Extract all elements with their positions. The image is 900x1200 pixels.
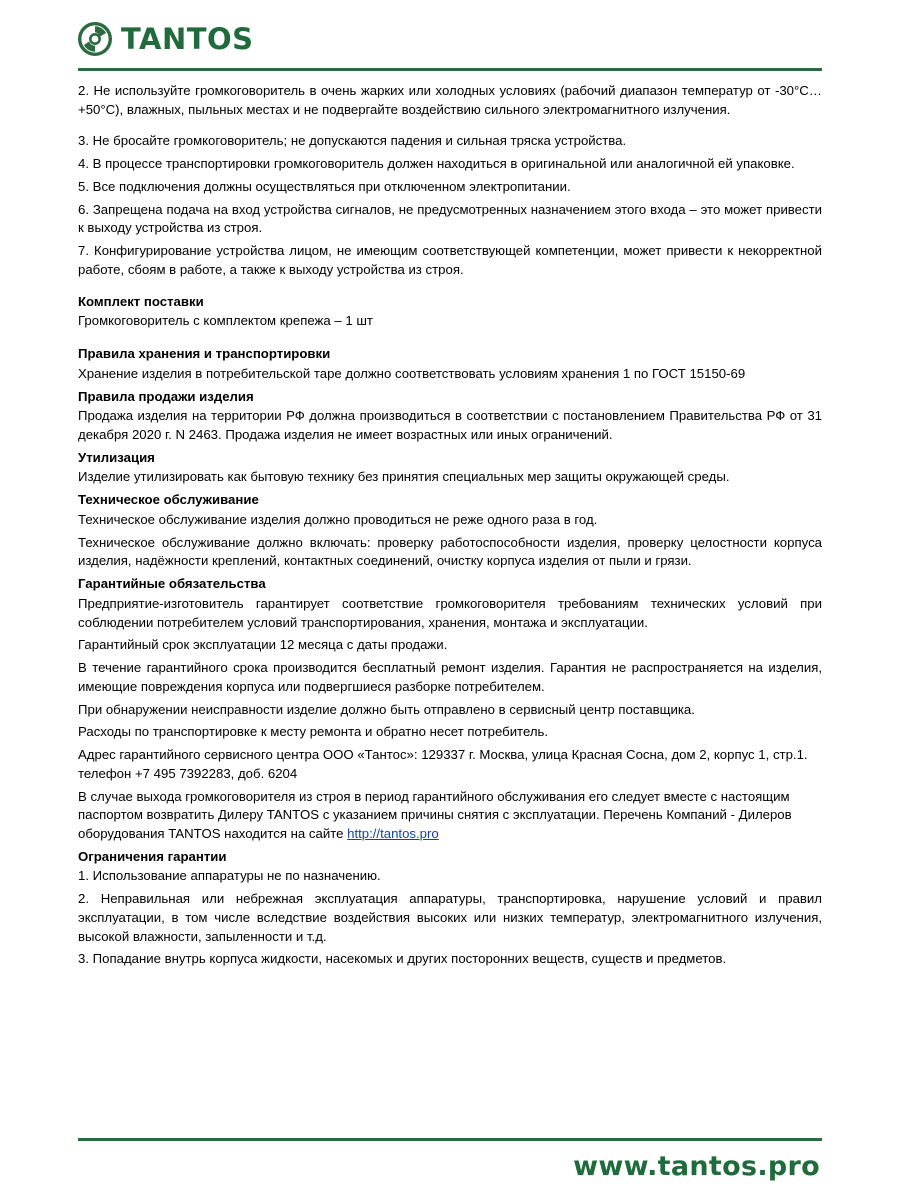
paragraph-disposal: Изделие утилизировать как бытовую технику без принятия специальных мер защиты окружающей среды. [78,469,730,485]
heading-storage-rules: Правила хранения и транспортировки [78,346,331,362]
dealer-return-text: В случае выхода громкоговорителя из строя в период гарантийного обслуживания его следует вместе с настоящим паспортом возвратить Дилеру TANTOS с указанием причины снятия с эксплуатации. Перечень Компаний - Дилеров оборудования TANTOS находится на сайте [78,788,792,841]
paragraph-maintenance-frequency: Техническое обслуживание изделия должно проводиться не реже одного раза в год. [78,511,598,527]
paragraph-warning-4: 4. В процессе транспортировки громкоговоритель должен находиться в оригинальной или аналогичной ей упаковке. [78,156,795,172]
brand-name: TANTOS [121,21,254,56]
heading-maintenance: Техническое обслуживание [78,492,259,508]
paragraph-warning-6: 6. Запрещена подача на вход устройства сигналов, не предусмотренных назначением этого входа – это может привести к выходу устройства из строя. [78,201,822,236]
page-header [78,0,822,64]
document-body [78,71,822,1138]
tantos-circular-logo-icon [78,22,112,56]
paragraph-warning-2: 2. Не используйте громкоговоритель в очень жарких или холодных условиях (рабочий диапазон температур от -30°С…+50°С), влажных, пыльных местах и не подвергайте воздействию сильного электромагнитного излучения. [78,83,822,117]
paragraph-limitation-1: 1. Использование аппаратуры не по назначению. [78,868,381,884]
paragraph-dealer-return [78,788,822,844]
paragraph-limitation-3: 3. Попадание внутрь корпуса жидкости, насекомых и других посторонних веществ, существ и предметов. [78,951,727,967]
heading-warranty-obligations: Гарантийные обязательства [78,576,266,592]
paragraph-warranty-transport-costs: Расходы по транспортировке к месту ремонта и обратно несет потребитель. [78,724,549,740]
tantos-website-link[interactable]: http://tantos.pro [347,825,439,841]
paragraph-warranty-repair: В течение гарантийного срока производится бесплатный ремонт изделия. Гарантия не распространяется на изделия, имеющие повреждения корпуса или подвергшиеся разборке потребителем. [78,660,822,694]
paragraph-delivery-set: Громкоговоритель с комплектом крепежа – 1 шт [78,313,373,329]
heading-delivery-set: Комплект поставки [78,293,204,309]
paragraph-warranty-conformity: Предприятие-изготовитель гарантирует соответствие громкоговорителя требованиям технических условий при соблюдении потребителем условий транспортирования, хранения, монтажа и эксплуатации. [78,595,822,630]
paragraph-warning-7: 7. Конфигурирование устройства лицом, не имеющим соответствующей компетенции, может привести к некорректной работе, сбоям в работе, а также к выходу устройства из строя. [78,243,822,277]
paragraph-limitation-2: 2. Неправильная или небрежная эксплуатация аппаратуры, транспортировка, нарушение условий и правил эксплуатации, в том числе вследствие воздействия высоких или низких температур, электромагнитного излучения, высокой влажности, запыленности и т.д. [78,891,822,944]
paragraph-storage-rules: Хранение изделия в потребительской таре должно соответствовать условиям хранения 1 по ГОСТ 15150-69 [78,365,746,381]
heading-disposal: Утилизация [78,449,155,465]
paragraph-service-center-address: Адрес гарантийного сервисного центра ООО «Тантос»: 129337 г. Москва, улица Красная Сосна, дом 2, корпус 1, стр.1. телефон +7 495 7392283, доб. 6204 [78,747,808,781]
footer-divider [78,1138,822,1141]
paragraph-warranty-period: Гарантийный срок эксплуатации 12 месяца с даты продажи. [78,637,448,653]
paragraph-warning-5: 5. Все подключения должны осуществляться при отключенном электропитании. [78,178,571,194]
paragraph-warranty-service-center-send: При обнаружении неисправности изделие должно быть отправлено в сервисный центр поставщика. [78,701,695,717]
footer-website: www.tantos.pro [573,1151,820,1182]
paragraph-sales-rules: Продажа изделия на территории РФ должна производиться в соответствии с постановлением Правительства РФ от 31 декабря 2020 г. N 2463. Продажа изделия не имеет возрастных или иных ограничений. [78,408,822,443]
heading-warranty-limitations: Ограничения гарантии [78,848,227,864]
page-footer [78,1138,822,1200]
paragraph-maintenance-scope: Техническое обслуживание должно включать: проверку работоспособности изделия, проверку целостности корпуса изделия, надёжности креплений, контактных соединений, очистку корпуса изделия от пыли и грязи. [78,534,822,569]
heading-sales-rules: Правила продажи изделия [78,388,254,404]
paragraph-warning-3: 3. Не бросайте громкоговоритель; не допускаются падения и сильная тряска устройства. [78,133,627,149]
brand-logo [78,22,254,56]
